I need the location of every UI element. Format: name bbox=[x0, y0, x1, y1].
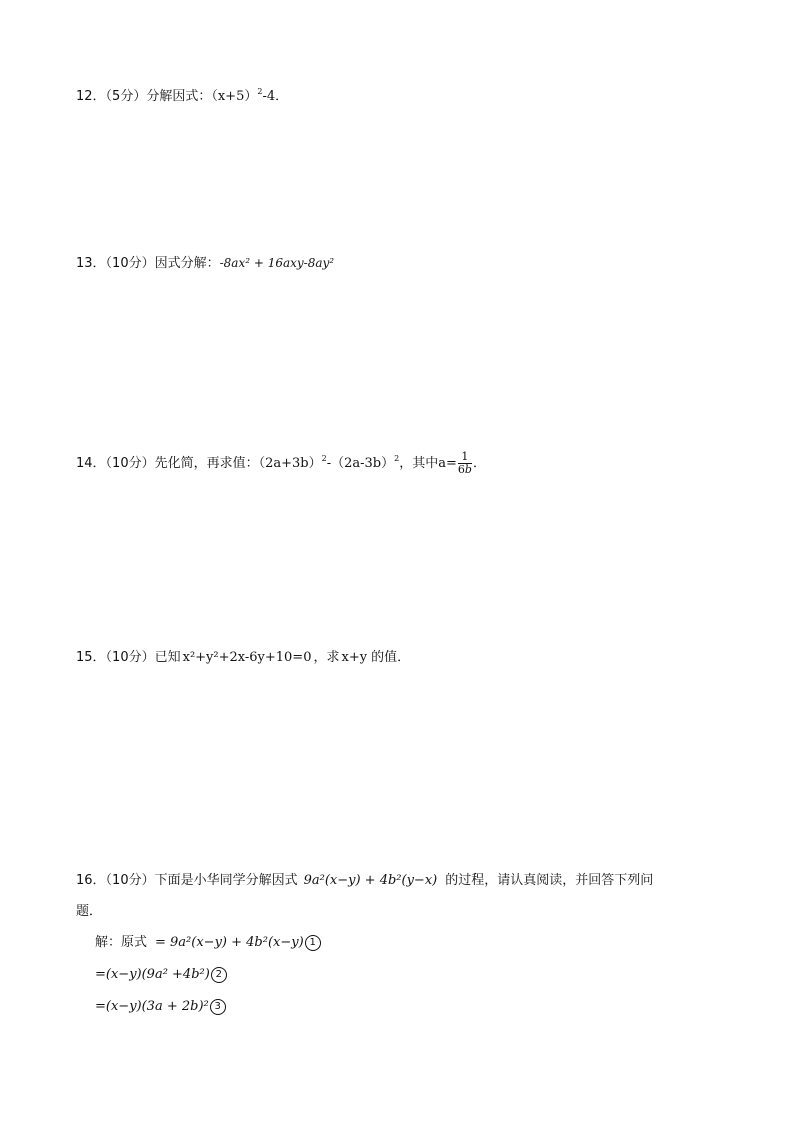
question-number: 16． bbox=[76, 873, 106, 888]
expression: $(x+5)^2-4$ bbox=[211, 87, 276, 104]
question-number: 12． bbox=[76, 89, 106, 104]
solution-label: 解：原式 bbox=[95, 935, 148, 950]
question-text-end: 的值． bbox=[371, 650, 411, 665]
circled-marker: 1 bbox=[305, 935, 321, 951]
expression: 9a²(x−y) + 4b²(y−x) bbox=[303, 873, 438, 888]
question-13 bbox=[76, 253, 334, 274]
question-number: 14． bbox=[76, 456, 106, 471]
condition-expr: a= bbox=[438, 456, 457, 471]
question-text: 下面是小华同学分解因式 bbox=[154, 873, 298, 888]
solution-step-3 bbox=[95, 997, 226, 1017]
question-score: （10分） bbox=[105, 256, 155, 271]
question-text: 已知 bbox=[154, 650, 181, 665]
circled-marker: 3 bbox=[210, 999, 226, 1015]
question-number: 15． bbox=[76, 650, 106, 665]
step-expr: =(x−y)(9a² +4b²) bbox=[95, 967, 210, 982]
question-text: 分解因式： bbox=[146, 89, 212, 104]
question-text-cont: 的过程，请认真阅读，并回答下列问 bbox=[445, 873, 654, 888]
question-15 bbox=[76, 648, 410, 668]
question-score: （10分） bbox=[105, 650, 155, 665]
question-12 bbox=[76, 87, 288, 107]
circled-marker: 2 bbox=[211, 967, 227, 983]
target-expr: x+y bbox=[341, 650, 368, 665]
fraction: $\frac{1}{6b}$ bbox=[457, 450, 472, 476]
question-number: 13． bbox=[76, 256, 106, 271]
question-16 bbox=[76, 871, 653, 891]
question-text-mid: ，求 bbox=[313, 650, 340, 665]
solution-step-2 bbox=[95, 965, 227, 985]
condition-text: ，其中 bbox=[399, 456, 439, 471]
equation: x²+y²+2x-6y+10=0 bbox=[182, 650, 312, 665]
question-score: （10分） bbox=[105, 873, 155, 888]
period: ． bbox=[275, 89, 289, 104]
question-score: （10分） bbox=[105, 456, 155, 471]
question-score: （5分） bbox=[105, 89, 147, 104]
expression: $(2a+3b)^2-(2a-3b)^2$ bbox=[258, 454, 400, 471]
question-text: 先化简，再求值： bbox=[154, 456, 259, 471]
step-expr: = 9a²(x−y) + 4b²(x−y) bbox=[155, 935, 304, 950]
solution-step-1 bbox=[95, 933, 321, 953]
question-14 bbox=[76, 451, 486, 476]
period: ． bbox=[472, 456, 486, 471]
expression: -8ax² + 16axy-8ay² bbox=[219, 256, 335, 270]
question-16-wrap: 题． bbox=[76, 904, 103, 919]
step-expr: =(x−y)(3a + 2b)² bbox=[95, 999, 209, 1014]
question-text: 因式分解： bbox=[154, 256, 220, 271]
